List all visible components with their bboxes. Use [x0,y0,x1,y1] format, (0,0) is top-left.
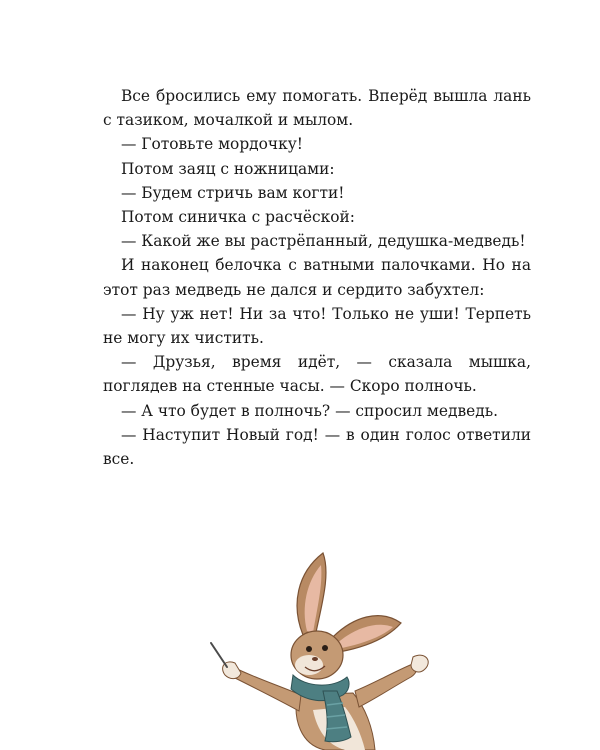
rabbit-eye-left [306,646,312,652]
paragraph-5: Потом синичка с расчёской: [121,208,355,227]
rabbit-paw-right [411,655,428,672]
paragraph-2: — Готовьте мордочку! [121,135,303,154]
rabbit-left-arm [231,667,301,711]
paragraph-11: — Наступит Новый год! — в один голос ответили все. [103,425,531,469]
paragraph-3: Потом заяц с ножницами: [121,159,335,178]
wand-icon [211,643,227,667]
rabbit-right-arm [355,663,417,707]
paragraph-10: — А что будет в полночь? — спросил медведь. [121,401,498,420]
paragraph-6: — Какой же вы растрёпанный, дедушка-медведь! [121,232,526,251]
paragraph-9: — Друзья, время идёт, — сказала мышка, поглядев на стенные часы. — Скоро полночь. [103,353,531,396]
paragraph-1: Все бросились ему помогать. Вперёд вышла лань с тазиком, мочалкой и мылом. [103,87,531,130]
paragraph-4: — Будем стричь вам когти! [121,183,345,202]
paragraph-8: — Ну уж нет! Ни за что! Только не уши! Терпеть не могу их чистить. [103,304,531,348]
rabbit-eye-right [322,645,328,651]
story-text [103,84,531,471]
paragraph-7: И наконец белочка с ватными палочками. Но на этот раз медведь не дался и сердито забухтел: [103,256,531,299]
rabbit-illustration [205,545,445,750]
